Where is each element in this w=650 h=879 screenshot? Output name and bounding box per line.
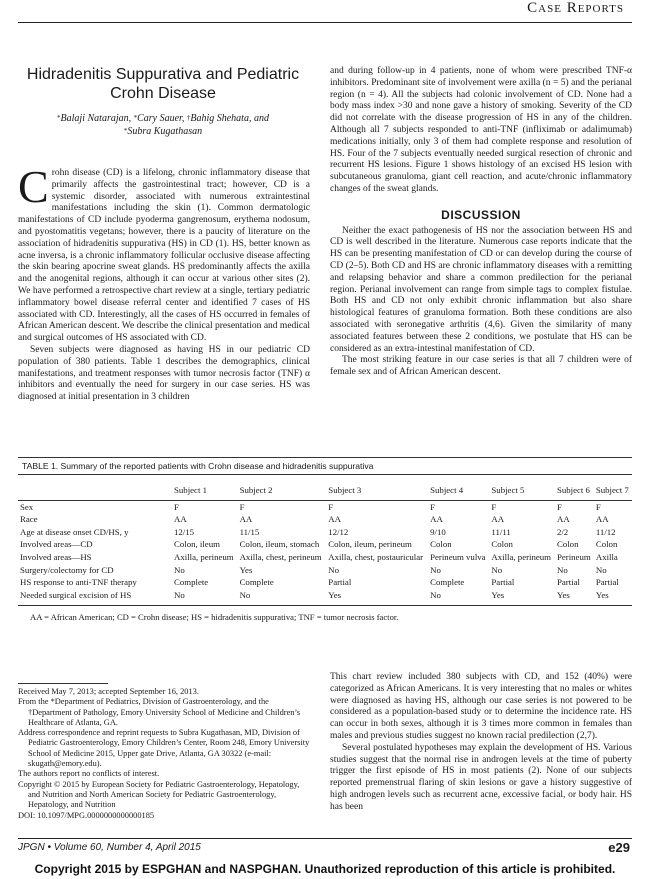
- review-paragraph: This chart review included 380 subjects with CD, and 152 (40%) were categorized as African Americans. It is very interesting that no males or whites were diagnosed as having HS, although our case series is not powered to be considered as a population-based study or to determine the incidence rate. HS can occur in both sexes, although it is 3 times more common in females than males and previous studies suggest no known racial predilection (2,7).: [330, 672, 632, 741]
- table-row: [18, 589, 632, 602]
- table-caption: TABLE 1. Summary of the reported patients with Crohn disease and hidradenitis suppurativa: [18, 457, 632, 475]
- table-row-label: Age at disease onset CD/HS, y: [20, 526, 129, 537]
- page-number: e29: [608, 840, 630, 855]
- hypothesis-paragraph: Several postulated hypotheses may explain the development of HS. Various studies suggest that the normal rise in androgen levels at the time of puberty trigger the first episode of HS in most patients (2). None of our subjects reported premenstrual flaring of skin lesions or gave a history suggestive of high androgen levels such as recurrent acne, excessive facial, or body hair. HS has been: [330, 742, 632, 812]
- table-header-cell: Subject 3: [326, 483, 428, 500]
- table-row-label: Surgery/colectomy for CD: [20, 564, 114, 575]
- table-cell: AA: [430, 514, 443, 525]
- author-4: Subra Kugathasan: [127, 126, 203, 137]
- table-cell: Colon, ileum: [174, 539, 220, 550]
- conflicts-note: The authors report no conflicts of interest.: [18, 769, 160, 779]
- title-line-1: Hidradenitis Suppurativa and Pediatric: [26, 66, 300, 83]
- table-header-cell: Subject 4: [428, 483, 489, 500]
- summary-table: [18, 483, 632, 601]
- right-column: [330, 66, 632, 379]
- table-cell: F: [595, 501, 601, 512]
- table-cell: Yes: [595, 589, 609, 600]
- table-cell: No: [328, 564, 340, 575]
- table-cell: No: [556, 564, 568, 575]
- footer-rule: [18, 838, 632, 839]
- table-cell: Axilla, chest, perineum: [239, 551, 322, 562]
- intro-paragraph-2: Seven subjects were diagnosed as having HS in our pediatric CD population of 380 patients. Table 1 describes the demographics, clinical manifestations, and treatment responses with tumor necrosis factor (TNF) α inhibitors and eventually the need for surgery in our case series. HS was diagnosed at initial presentation in 3 children: [18, 344, 310, 403]
- table-header-cell: Subject 1: [172, 483, 238, 500]
- discussion-paragraph-2: The most striking feature in our case series is that all 7 children were of female sex and of African American descent.: [330, 355, 632, 378]
- table-cell: Colon: [491, 539, 513, 550]
- received-note: Received May 7, 2013; accepted September 16, 2013.: [18, 687, 199, 696]
- table-cell: Complete: [430, 577, 465, 588]
- table-row: [18, 551, 632, 564]
- table-cell: Colon: [430, 539, 452, 550]
- author-3: Bahig Shehata, and: [190, 113, 269, 124]
- table-cell: No: [430, 589, 441, 600]
- article-notes: [18, 683, 310, 821]
- table-cell: Colon: [595, 539, 618, 550]
- table-row: [18, 576, 632, 589]
- table-cell: Perineum: [556, 551, 591, 562]
- table-cell: F: [556, 501, 562, 512]
- right-lower-column: [330, 672, 632, 814]
- table-row-label: Needed surgical excision of HS: [20, 589, 132, 600]
- table-cell: 12/15: [174, 526, 195, 537]
- table-cell: Partial: [595, 577, 619, 588]
- table-row-label: Involved areas—HS: [20, 551, 92, 562]
- table-cell: Colon, ileum, perineum: [328, 539, 412, 550]
- table-cell: Complete: [174, 577, 209, 588]
- table-row: [18, 500, 632, 513]
- title-line-2: Crohn Disease: [110, 85, 216, 102]
- table-bottom-rule: [18, 605, 632, 606]
- table-row: [18, 538, 632, 551]
- section-label: Case Reports: [527, 0, 624, 16]
- table-cell: Yes: [328, 589, 342, 600]
- table-header-cell: Subject 7: [594, 483, 632, 500]
- discussion-paragraph-1: Neither the exact pathogenesis of HS nor the association between HS and CD is well described in the literature. Numerous case reports indicate that the HS can be presenting manifestation of CD or can develop during the course of CD (2–5). Both CD and HS are chronic inflammatory diseases with a remitting and relapsing behavior and share a common predilection for the perianal region. Perianal involvement can range from simple tags to complex fistulae. Both HS and CD not only exhibit chronic inflammation but also share histological features of granuloma formation. Both these conditions are also associated with seronegative arthritis (4,6). Given the similarity of many associated features between these 2 conditions, we postulate that HS can be considered as an extra-intestinal manifestation of CD.: [330, 225, 632, 354]
- table-cell: Axilla, perineum: [174, 551, 234, 562]
- copyright-note: Copyright © 2015 by European Society for Pediatric Gastroenterology, Hepatology, and Nutrition and North American Society for Pediatric Gastroenterology, Hepatology, and Nutrition: [18, 779, 300, 810]
- table-header-cell: Subject 2: [238, 483, 327, 500]
- table-row-label: Involved areas—CD: [20, 539, 93, 550]
- table-cell: No: [430, 564, 441, 575]
- table-header-blank: [18, 483, 172, 500]
- affil-mark: *: [123, 127, 128, 135]
- table-cell: 11/15: [239, 526, 260, 537]
- table-cell: Yes: [239, 564, 253, 575]
- table-cell: No: [174, 589, 185, 600]
- table-cell: Yes: [491, 589, 505, 600]
- left-column: [18, 161, 310, 404]
- table-cell: Axilla: [595, 551, 618, 562]
- copyright-banner: Copyright 2015 by ESPGHAN and NASPGHAN. Unauthorized reproduction of this article is prohibited.: [34, 862, 616, 876]
- author-2: Cary Sauer,: [137, 113, 187, 124]
- table-row: [18, 526, 632, 539]
- table-1: [18, 457, 632, 622]
- table-cell: 11/11: [491, 526, 511, 537]
- table-cell: AA: [239, 514, 253, 525]
- author-1: Balaji Natarajan,: [60, 113, 134, 124]
- table-cell: AA: [556, 514, 570, 525]
- table-cell: F: [328, 501, 334, 512]
- table-cell: Partial: [491, 577, 515, 588]
- table-footnote: AA = African American; CD = Crohn disease; HS = hidradenitis suppurativa; TNF = tumor necrosis factor.: [30, 612, 399, 623]
- table-cell: F: [174, 501, 179, 512]
- table-row-label: Race: [20, 514, 38, 525]
- affil-mark: †: [186, 114, 191, 122]
- table-cell: Axilla, chest, postauricular: [328, 551, 424, 562]
- table-cell: 9/10: [430, 526, 446, 537]
- table-row-label: Sex: [20, 501, 34, 512]
- table-cell: AA: [491, 514, 505, 525]
- article-title: [18, 65, 308, 103]
- table-cell: No: [491, 564, 503, 575]
- header-rule: [18, 22, 632, 23]
- correspondence-note: Address correspondence and reprint requests to Subra Kugathasan, MD, Division of Pediatric Gastroenterology, Emory Children’s Center, Room 248, Emory University School of Medicine 2015, Upper gate Drive, Atlanta, GA 30322 (e-mail: skugath@emory.edu).: [18, 728, 310, 769]
- drop-cap: C: [18, 161, 49, 212]
- table-cell: 2/2: [556, 526, 569, 537]
- notes-rule: [18, 683, 108, 684]
- table-row: [18, 513, 632, 526]
- author-list: [18, 112, 308, 138]
- table-cell: Partial: [556, 577, 580, 588]
- table-cell: 11/12: [595, 526, 616, 537]
- table-cell: F: [239, 501, 245, 512]
- table-cell: 12/12: [328, 526, 349, 537]
- table-cell: Complete: [239, 577, 274, 588]
- doi-note: DOI: 10.1097/MPG.0000000000000185: [18, 810, 155, 820]
- table-cell: No: [595, 564, 607, 575]
- table-cell: Perineum vulva: [430, 551, 486, 562]
- table-cell: AA: [595, 514, 609, 525]
- table-cell: AA: [328, 514, 342, 525]
- table-cell: F: [430, 501, 436, 512]
- discussion-heading: DISCUSSION: [441, 207, 521, 222]
- affil-mark: *: [133, 114, 138, 122]
- table-header-cell: Subject 6: [555, 483, 594, 500]
- table-cell: Yes: [556, 589, 570, 600]
- table-row-label: HS response to anti-TNF therapy: [20, 577, 137, 588]
- table-cell: AA: [174, 514, 187, 525]
- table-cell: No: [174, 564, 185, 575]
- table-cell: F: [491, 501, 497, 512]
- table-header-cell: Subject 5: [489, 483, 555, 500]
- results-paragraph: and during follow-up in 4 patients, none of whom were prescribed TNF-α inhibitors. Predominant site of involvement were axilla (n = 5) and the perianal region (n = 4). All the subjects had colonic involvement of CD. None had a body mass index >30 and none gave a history of smoking. Severity of the CD did not correlate with the disease progression of HS in any of the children. Although all 7 subjects responded to anti-TNF (infliximab or adalimumab) medications initially, only 3 of them had complete response and resolution of HS. Four of the 7 subjects eventually needed surgical resection of chronic and recurrent HS lesions. Figure 1 shows histology of an excised HS lesion with subcutaneous granuloma, giant cell reaction, and acute/chronic inflammatory changes of the sweat glands.: [330, 66, 632, 194]
- table-row: [18, 564, 632, 577]
- table-cell: Colon: [556, 539, 579, 550]
- table-cell: No: [239, 589, 251, 600]
- table-cell: Partial: [328, 577, 352, 588]
- journal-citation: JPGN • Volume 60, Number 4, April 2015: [18, 842, 201, 853]
- table-cell: Colon, ileum, stomach: [239, 539, 320, 550]
- running-header: [0, 0, 650, 24]
- affiliation-note: From the *Department of Pediatrics, Division of Gastroenterology, and the †Department of Pathology, Emory University School of Medicine and Children’s Healthcare of Atlanta, GA.: [18, 697, 301, 727]
- affil-mark: *: [57, 114, 61, 122]
- table-cell: Axilla, perineum: [491, 551, 552, 562]
- intro-paragraph: Crohn disease (CD) is a lifelong, chronic inflammatory disease that primarily affects the gastrointestinal tract; however, CD is a systemic disorder, associated with numerous extraintestinal manifestations including the skin (1). Common dermatologic manifestations of CD include pyoderma gangrenosum, erythema nodosum, and pyostomatitis vegetans; however, there is a paucity of literature on the association of hidradenitis suppurativa (HS) in CD (1). HS, better known as acne inversa, is a chronic inflammatory follicular occlusive disease affecting the skin bearing apocrine sweat glands. HS predominantly affects the axilla and the anogenital regions, although it can occur at various other sites (2). We have performed a retrospective chart review at a single, tertiary pediatric inflammatory bowel disease referral center and identified 7 cases of HS associated with CD. Interestingly, all the cases of HS occurred in females of African American descent. We describe the clinical presentation and medical and surgical outcomes of HS associated with CD.: [18, 161, 310, 344]
